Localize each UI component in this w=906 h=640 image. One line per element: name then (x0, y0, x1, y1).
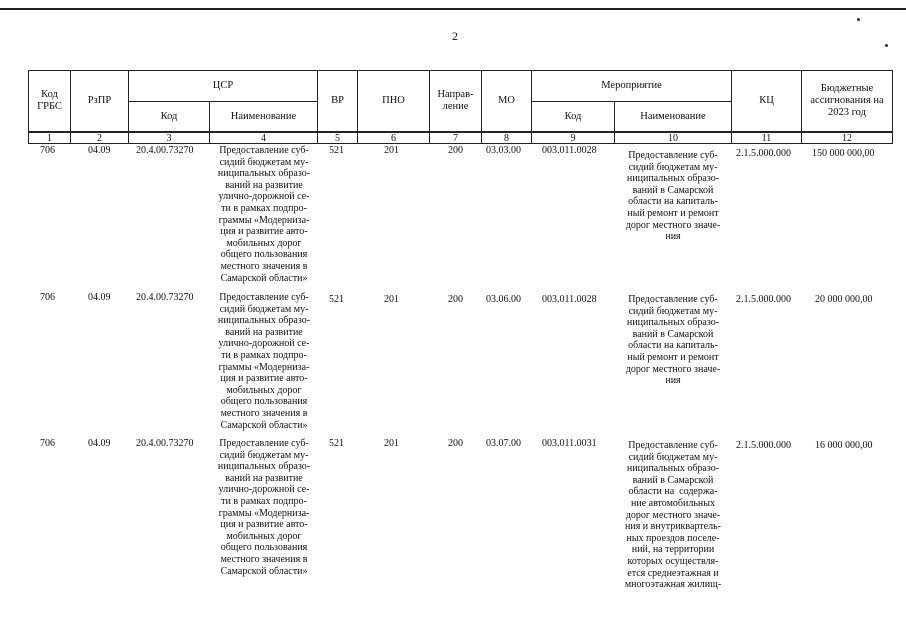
cell-mer-kod: 003.011.0028 (542, 145, 597, 156)
cell-napr: 200 (448, 145, 463, 156)
cell-kc: 2.1.5.000.000 (736, 148, 791, 159)
cell-rzpr: 04.09 (88, 292, 111, 303)
column-number: 7 (429, 132, 482, 144)
cell-amount: 150 000 000,00 (812, 148, 875, 159)
cell-rzpr: 04.09 (88, 438, 111, 449)
cell-grbs: 706 (40, 438, 55, 449)
cell-mer-name: Предоставление суб- сидий бюджетам му- ниципальных образо- ваний в Самарской области на капиталь- ный ремонт и ремонт дорог местного значе- ния (625, 150, 721, 243)
column-number: 3 (128, 132, 210, 144)
column-number: 11 (731, 132, 802, 144)
header-csr-name: Наименование (209, 101, 318, 132)
cell-vr: 521 (329, 145, 344, 156)
cell-grbs: 706 (40, 145, 55, 156)
header-rzpr: РзПР (70, 70, 129, 132)
header-mer-kod: Код (531, 101, 615, 132)
cell-grbs: 706 (40, 292, 55, 303)
column-number: 1 (28, 132, 71, 144)
header-mer-name: Наименование (614, 101, 732, 132)
cell-pno: 201 (384, 294, 399, 305)
cell-kc: 2.1.5.000.000 (736, 294, 791, 305)
cell-pno: 201 (384, 438, 399, 449)
cell-csr-kod: 20.4.00.73270 (136, 145, 194, 156)
header-csr: ЦСР (128, 70, 318, 102)
cell-mer-kod: 003.011.0028 (542, 294, 597, 305)
cell-rzpr: 04.09 (88, 145, 111, 156)
header-csr-kod: Код (128, 101, 210, 132)
cell-napr: 200 (448, 294, 463, 305)
cell-csr-name: Предоставление суб- сидий бюджетам му- ниципальных образо- ваний на развитие улично-дорожной се- ти в рамках подпро- граммы «Модерниза- ция и развитие авто- мобильных дорог общего пользования местного значения в Самарской области» (217, 145, 311, 284)
header-vr: ВР (317, 70, 358, 132)
column-number: 9 (531, 132, 615, 144)
column-number: 2 (70, 132, 129, 144)
scan-speck (885, 44, 888, 47)
cell-vr: 521 (329, 438, 344, 449)
cell-mo: 03.06.00 (486, 294, 521, 305)
cell-mer-name: Предоставление суб- сидий бюджетам му- ниципальных образо- ваний в Самарской области на капиталь- ный ремонт и ремонт дорог местного значе- ния (625, 294, 721, 387)
cell-csr-name: Предоставление суб- сидий бюджетам му- ниципальных образо- ваний на развитие улично-дорожной се- ти в рамках подпро- граммы «Модерниза- ция и развитие авто- мобильных дорог общего пользования местного значения в Самарской области» (217, 292, 311, 431)
header-kod-grbs: Код ГРБС (28, 70, 71, 132)
header-mo: МО (481, 70, 532, 132)
column-number: 10 (614, 132, 732, 144)
header-kc: КЦ (731, 70, 802, 132)
header-meropriyatie: Мероприятие (531, 70, 732, 102)
cell-csr-kod: 20.4.00.73270 (136, 438, 194, 449)
page-number: 2 (452, 29, 458, 43)
cell-mer-name: Предоставление суб- сидий бюджетам му- ниципальных образо- ваний в Самарской области на содержа- ние автомобильных дорог местного значе- ния и внутриквартель- ных проездов поселе- ний, на территории которых осуществля- ется среднеэтажная и многоэтажная жилищ- (624, 440, 722, 591)
cell-mo: 03.03.00 (486, 145, 521, 156)
column-number: 5 (317, 132, 358, 144)
cell-kc: 2.1.5.000.000 (736, 440, 791, 451)
cell-napr: 200 (448, 438, 463, 449)
top-rule (0, 8, 906, 10)
header-budget: Бюджетные ассигнования на 2023 год (801, 70, 893, 132)
cell-amount: 20 000 000,00 (815, 294, 873, 305)
header-pno: ПНО (357, 70, 430, 132)
scan-speck (857, 18, 860, 21)
cell-amount: 16 000 000,00 (815, 440, 873, 451)
header-napravlenie: Направ-ление (429, 70, 482, 132)
column-number: 4 (209, 132, 318, 144)
column-number: 12 (801, 132, 893, 144)
column-number: 8 (481, 132, 532, 144)
cell-vr: 521 (329, 294, 344, 305)
cell-pno: 201 (384, 145, 399, 156)
cell-csr-name: Предоставление суб- сидий бюджетам му- ниципальных образо- ваний на развитие улично-дорожной се- ти в рамках подпро- граммы «Модерниза- ция и развитие авто- мобильных дорог общего пользования местного значения в Самарской области» (217, 438, 311, 577)
cell-csr-kod: 20.4.00.73270 (136, 292, 194, 303)
cell-mer-kod: 003.011.0031 (542, 438, 597, 449)
column-number: 6 (357, 132, 430, 144)
cell-mo: 03.07.00 (486, 438, 521, 449)
